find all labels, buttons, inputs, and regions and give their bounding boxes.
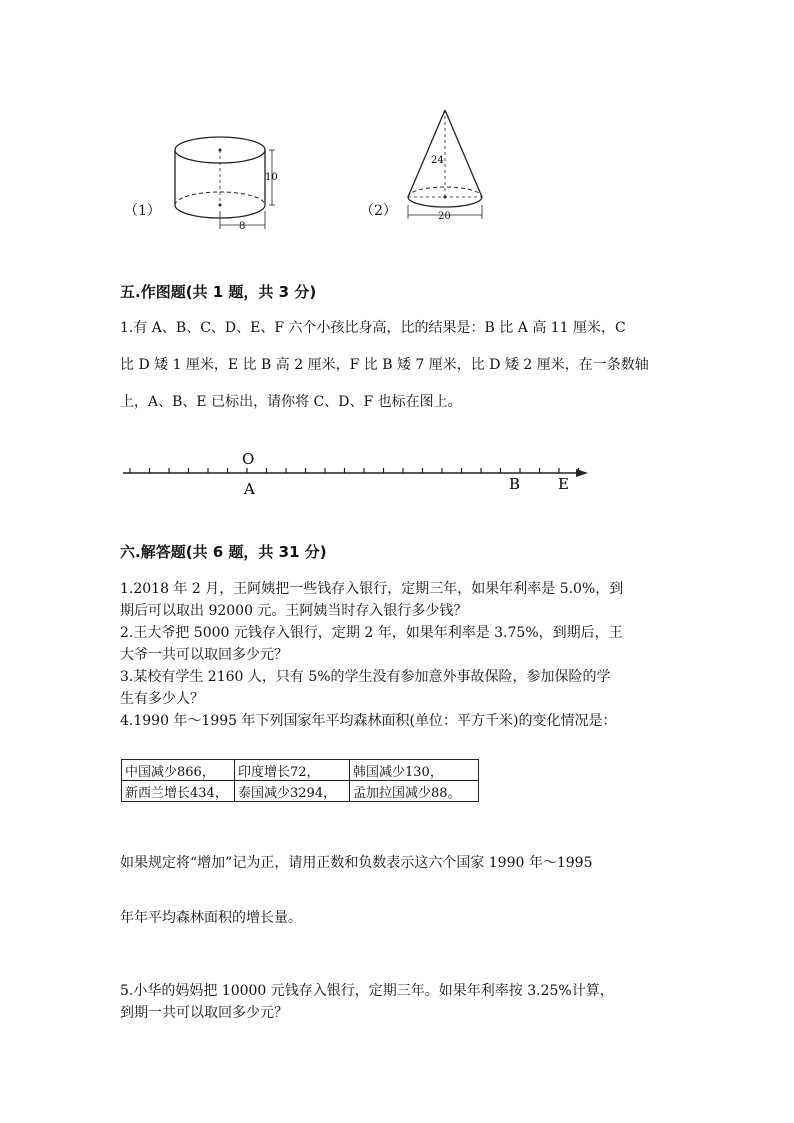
question-line: 生有多少人？: [120, 691, 204, 707]
question-line: 到期一共可以取回多少元？: [120, 1005, 288, 1021]
question-line: 上，A、B、E 已标出，请你将 C、D、F 也标在图上。: [120, 394, 462, 410]
figure-1-label: （1）: [124, 203, 161, 219]
table-cell: 泰国减少3294，: [235, 781, 350, 802]
table-row: [122, 781, 479, 802]
origin-label: O: [242, 450, 255, 468]
section-6-heading: 六.解答题(共 6 题，共 31 分): [120, 543, 327, 561]
question-5: [120, 980, 680, 1024]
table-cell: 印度增长72，: [235, 760, 350, 781]
q4-followup-line-1: 如果规定将“增加”记为正，请用正数和负数表示这六个国家 1990 年～1995: [120, 855, 593, 871]
question-line: 4.1990 年～1995 年下列国家年平均森林面积(单位：平方千米)的变化情况是：: [120, 713, 617, 729]
section-5-question-1: [120, 310, 680, 421]
table-row: [122, 760, 479, 781]
table-cell: 中国减少866，: [122, 760, 235, 781]
section-5-heading: 五.作图题(共 1 题，共 3 分): [120, 283, 317, 301]
table-cell: 新西兰增长434，: [122, 781, 235, 802]
question-line: 1.2018 年 2 月，王阿姨把一些钱存入银行，定期三年，如果年利率是 5.0%，到: [120, 581, 624, 597]
point-label-a: A: [244, 480, 255, 498]
number-line-ticks: [130, 468, 579, 473]
number-line: [118, 445, 598, 500]
question-line: 2.王大爷把 5000 元钱存入银行，定期 2 年，如果年利率是 3.75%，到期后，王: [120, 625, 623, 641]
question-line: 3.某校有学生 2160 人，只有 5%的学生没有参加意外事故保险，参加保险的学: [120, 669, 611, 685]
table-cell: 韩国减少130，: [350, 760, 479, 781]
cone-diameter-label: 20: [438, 211, 451, 222]
cone-height-label: 24: [431, 155, 444, 166]
question-line: 5.小华的妈妈把 10000 元钱存入银行，定期三年。如果年利率按 3.25%计算，: [120, 983, 614, 999]
point-label-e: E: [558, 475, 569, 493]
cylinder-figure: [165, 125, 285, 240]
question-line: 大爷一共可以取回多少元？: [120, 647, 288, 663]
cone-figure: [400, 105, 495, 230]
question-line: 期后可以取出 92000 元。王阿姨当时存入银行多少钱？: [120, 603, 468, 619]
point-label-b: B: [509, 475, 521, 493]
table-cell: 孟加拉国减少88。: [350, 781, 479, 802]
question-line: 1.有 A、B、C、D、E、F 六个小孩比身高，比的结果是：B 比 A 高 11 厘米，C: [120, 320, 626, 336]
forest-change-table: [121, 759, 479, 802]
figure-2-label: （2）: [360, 203, 397, 219]
question-line: 比 D 矮 1 厘米，E 比 B 高 2 厘米，F 比 B 矮 7 厘米，比 D 矮 2 厘米，在一条数轴: [120, 357, 649, 373]
cylinder-radius-label: 8: [239, 221, 246, 232]
section-6-questions: [120, 578, 680, 732]
cylinder-height-label: 10: [265, 172, 278, 183]
q4-followup-line-2: 年年平均森林面积的增长量。: [120, 910, 302, 926]
